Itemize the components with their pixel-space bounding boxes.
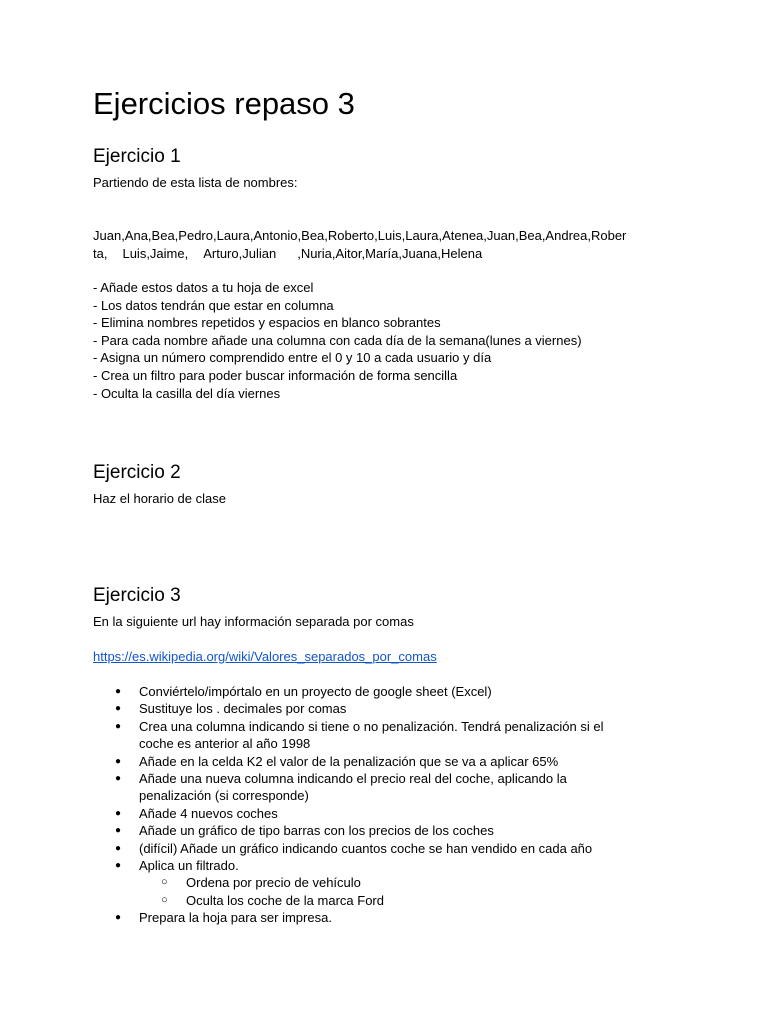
- names-part-c: Arturo,Julian: [203, 246, 277, 261]
- bullet-icon: ●: [115, 912, 122, 924]
- list-item: - Crea un filtro para poder buscar información de forma sencilla: [93, 367, 458, 383]
- ex1-task-list: [93, 279, 582, 402]
- document-title: Ejercicios repaso 3: [93, 86, 355, 121]
- list-item: - Oculta la casilla del día viernes: [93, 385, 281, 401]
- list-item: ● Añade en la celda K2 el valor de la penalización que se va a aplicar 65%: [115, 753, 559, 769]
- list-item: ● Crea una columna indicando si tiene o no penalización. Tendrá penalización si el coche es anterior al año 1998: [115, 718, 604, 752]
- ex2-text: Haz el horario de clase: [93, 491, 226, 506]
- bullet-icon: ●: [115, 825, 122, 837]
- sub-list-item: ○ Ordena por precio de vehículo: [161, 875, 361, 891]
- circle-bullet-icon: ○: [161, 893, 168, 906]
- ex3-heading: Ejercicio 3: [93, 585, 181, 606]
- names-part-b: Luis,Jaime,: [122, 246, 189, 261]
- list-item: ● Añade 4 nuevos coches: [115, 805, 278, 821]
- list-item: ● Añade una nueva columna indicando el precio real del coche, aplicando la penalización (si corresponde): [115, 771, 567, 804]
- bullet-icon: ●: [115, 703, 122, 715]
- list-item: - Elimina nombres repetidos y espacios en blanco sobrantes: [93, 315, 441, 331]
- names-part-d: ,Nuria,Aitor,María,Juana,Helena: [297, 246, 483, 261]
- csv-wikipedia-link[interactable]: https://es.wikipedia.org/wiki/Valores_separados_por_comas: [93, 649, 437, 664]
- sub-list-item: ○ Oculta los coche de la marca Ford: [161, 892, 384, 908]
- ex3-intro: En la siguiente url hay información separada por comas: [93, 614, 414, 629]
- ex1-intro: Partiendo de esta lista de nombres:: [93, 175, 298, 190]
- bullet-icon: ●: [115, 842, 122, 854]
- ex3-sub-list: [139, 874, 693, 909]
- bullet-icon: ●: [115, 860, 122, 872]
- list-item: ● Conviértelo/impórtalo en un proyecto de google sheet (Excel): [115, 684, 492, 699]
- list-item: ● Sustituye los . decimales por comas: [115, 701, 347, 717]
- list-item: - Asigna un número comprendido entre el 0 y 10 a cada usuario y día: [93, 350, 492, 366]
- bullet-icon: ●: [115, 686, 122, 697]
- bullet-icon: ●: [115, 773, 122, 785]
- ex2-heading: Ejercicio 2: [93, 462, 181, 483]
- bullet-icon: ●: [115, 720, 122, 732]
- bullet-icon: ●: [115, 755, 122, 767]
- ex3-bullet-list: [93, 683, 693, 927]
- names-line-1: Juan,Ana,Bea,Pedro,Laura,Antonio,Bea,Roberto,Luis,Laura,Atenea,Juan,Bea,Andrea,Rober: [93, 228, 627, 243]
- circle-bullet-icon: ○: [161, 876, 168, 889]
- list-item: - Los datos tendrán que estar en columna: [93, 297, 334, 313]
- list-item: ● (difícil) Añade un gráfico indicando cuantos coche se han vendido en cada año: [115, 840, 593, 856]
- list-item: ● Prepara la hoja para ser impresa.: [115, 910, 332, 926]
- names-line-2: [93, 245, 482, 262]
- list-item: - Añade estos datos a tu hoja de excel: [93, 280, 314, 295]
- names-part-a: ta,: [93, 246, 108, 261]
- list-item: ● Añade un gráfico de tipo barras con los precios de los coches: [115, 823, 494, 839]
- ex1-heading: Ejercicio 1: [93, 146, 181, 167]
- list-item: - Para cada nombre añade una columna con cada día de la semana(lunes a viernes): [93, 332, 582, 348]
- bullet-icon: ●: [115, 807, 122, 819]
- list-item: ● Aplica un filtrado. ○ Ordena por precio de vehículo ○ Oculta los coche de la marca Ford: [93, 857, 693, 909]
